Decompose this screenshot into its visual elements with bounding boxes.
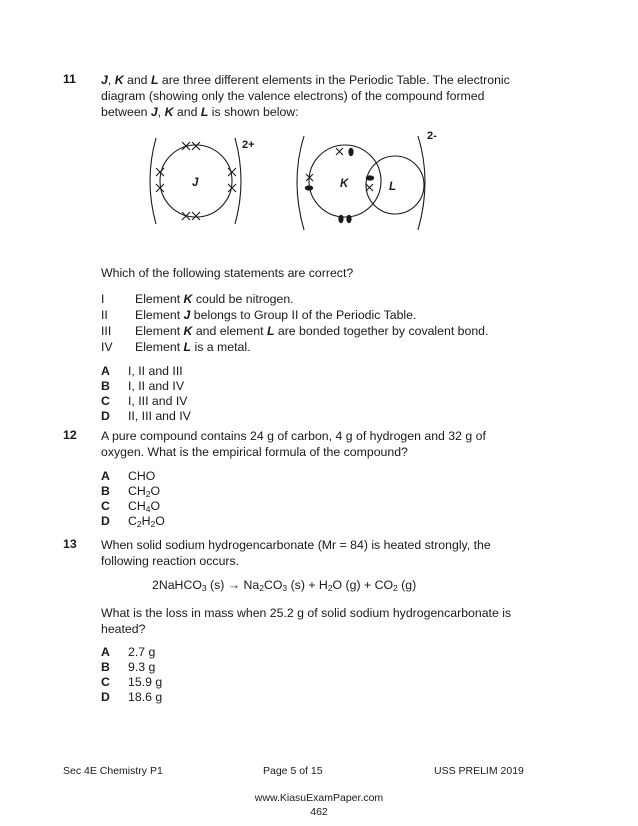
option-label[interactable]: D: [101, 409, 110, 423]
option-label[interactable]: C: [101, 394, 110, 408]
option-text[interactable]: I, II and III: [128, 364, 183, 378]
option-text[interactable]: II, III and IV: [128, 409, 191, 423]
option-label[interactable]: D: [101, 690, 110, 704]
footer-exam-name: USS PRELIM 2019: [434, 765, 524, 777]
cation-right-bracket: [235, 138, 241, 224]
anion-left-bracket: [297, 136, 304, 230]
anion-symbol-l: L: [389, 181, 397, 193]
option-label[interactable]: A: [101, 469, 110, 483]
option-text[interactable]: 18.6 g: [128, 690, 163, 704]
option-label[interactable]: B: [101, 484, 110, 498]
anion-symbol-k: K: [340, 178, 349, 190]
question-13-number: 13: [63, 537, 77, 551]
cation-left-bracket: [150, 138, 156, 224]
question-13-line-1: When solid sodium hydrogencarbonate (Mr = 84) is heated strongly, the: [101, 538, 491, 552]
question-12-line-2: oxygen. What is the empirical formula of the compound?: [101, 445, 408, 459]
option-text[interactable]: $CH_2O$: [128, 484, 161, 499]
question-12-number: 12: [63, 428, 77, 442]
footer-website: www.KiasuExamPaper.com: [254, 792, 384, 804]
electron-diagram: [140, 126, 450, 246]
anion-charge: 2-: [427, 130, 437, 142]
question-11-intro-line-2: diagram (showing only the valence electrons) of the compound formed: [101, 89, 485, 103]
statement-text: Element J belongs to Group II of the Periodic Table.: [135, 308, 417, 322]
question-13-prompt-line-1: What is the loss in mass when 25.2 g of solid sodium hydrogencarbonate is: [101, 606, 512, 620]
question-11-prompt: Which of the following statements are correct?: [101, 266, 354, 280]
question-11-intro-line-1: J, K and L are three different elements in the Periodic Table. The electronic: [101, 73, 510, 87]
option-text[interactable]: I, III and IV: [128, 394, 188, 408]
option-text[interactable]: $C_2H_2O$: [128, 514, 165, 529]
option-text[interactable]: CHO: [128, 469, 156, 483]
option-text[interactable]: 15.9 g: [128, 675, 163, 689]
option-label[interactable]: A: [101, 364, 110, 378]
option-text[interactable]: $CH_4O$: [128, 499, 161, 514]
option-label[interactable]: A: [101, 645, 110, 659]
footer-sheet-number: 462: [310, 806, 328, 818]
statement-roman: III: [101, 324, 112, 338]
question-13-line-2: following reaction occurs.: [101, 554, 240, 568]
statement-roman: II: [101, 308, 108, 322]
reaction-equation: 2NaHCO$_3$ $(s) \to Na_2CO_3$ $(s) + H_2O$ $(g) + CO_2$ (g): [152, 578, 417, 593]
statement-roman: I: [101, 292, 105, 306]
option-label[interactable]: B: [101, 379, 110, 393]
option-label[interactable]: D: [101, 514, 110, 528]
question-13-prompt-line-2: heated?: [101, 622, 146, 636]
cation-symbol: J: [192, 177, 199, 189]
option-label[interactable]: C: [101, 675, 110, 689]
question-11-number: 11: [63, 72, 76, 86]
option-text[interactable]: 2.7 g: [128, 645, 156, 659]
cation-charge: 2+: [242, 139, 255, 151]
option-text[interactable]: 9.3 g: [128, 660, 156, 674]
statement-roman: IV: [101, 340, 113, 354]
question-11-intro-line-3: between J, K and L is shown below:: [101, 105, 299, 119]
footer-subject: Sec 4E Chemistry P1: [63, 765, 163, 777]
statement-text: Element L is a metal.: [135, 340, 251, 354]
question-12-line-1: A pure compound contains 24 g of carbon, 4 g of hydrogen and 32 g of: [101, 429, 486, 443]
option-text[interactable]: I, II and IV: [128, 379, 185, 393]
footer-page-number: Page 5 of 15: [263, 765, 323, 777]
statement-text: Element K and element L are bonded together by covalent bond.: [135, 324, 489, 338]
option-label[interactable]: B: [101, 660, 110, 674]
option-label[interactable]: C: [101, 499, 110, 513]
statement-text: Element K could be nitrogen.: [135, 292, 294, 306]
